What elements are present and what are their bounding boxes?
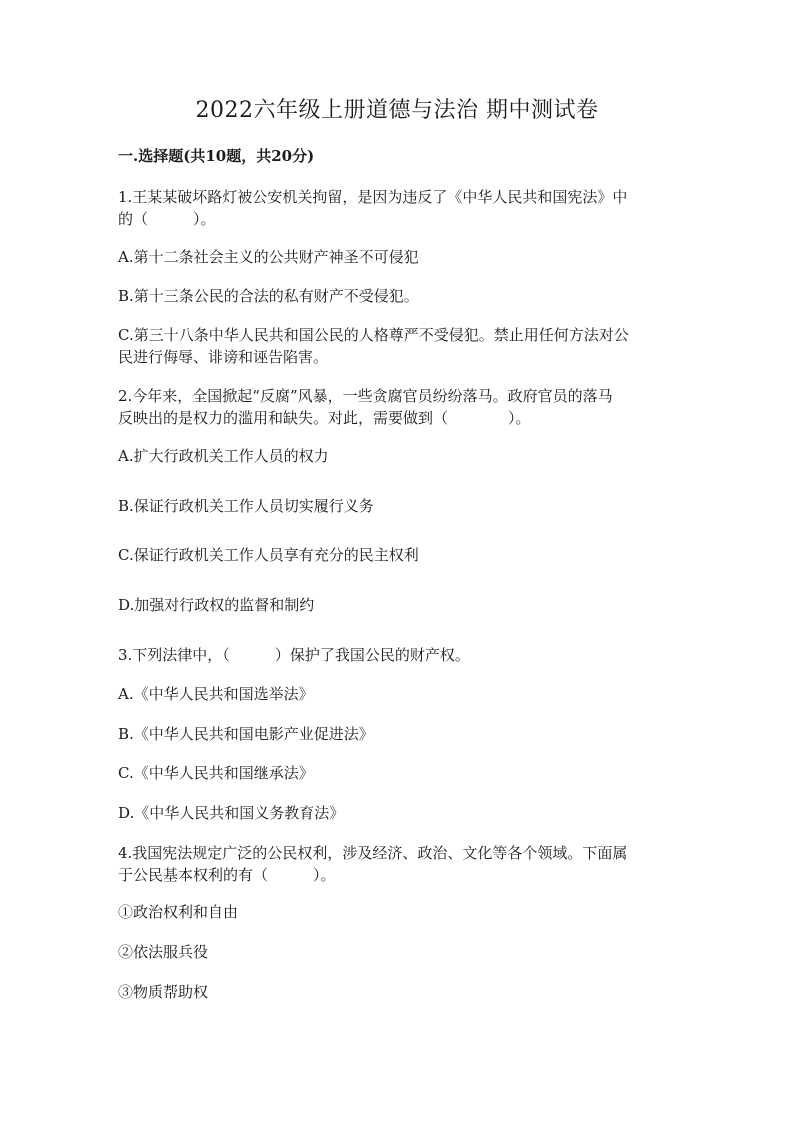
question-3-stem: 3.下列法律中，（ ）保护了我国公民的财产权。 xyxy=(118,646,470,664)
question-1-stem-line-2: 的（ ）。 xyxy=(118,210,216,228)
question-4-stem-line-1: 4.我国宪法规定广泛的公民权利，涉及经济、政治、文化等各个领域。下面属 xyxy=(118,844,628,862)
question-1-option-c-line-2: 民进行侮辱、诽谤和诬告陷害。 xyxy=(118,348,329,366)
question-3-option-a: A.《中华人民共和国选举法》 xyxy=(118,685,314,703)
question-4-item-1: ①政治权利和自由 xyxy=(118,903,239,921)
question-2-option-b: B.保证行政机关工作人员切实履行义务 xyxy=(118,497,374,515)
question-4-item-2: ②依法服兵役 xyxy=(118,943,209,961)
question-3-option-d: D.《中华人民共和国义务教育法》 xyxy=(118,804,345,822)
question-1-stem-line-1: 1.王某某破坏路灯被公安机关拘留，是因为违反了《中华人民共和国宪法》中 xyxy=(118,188,628,206)
question-2-stem-line-1: 2.今年来，全国掀起“反腐”风暴，一些贪腐官员纷纷落马。政府官员的落马 xyxy=(118,387,613,405)
question-3-option-c: C.《中华人民共和国继承法》 xyxy=(118,764,314,782)
page-title: 2022六年级上册道德与法治 期中测试卷 xyxy=(195,98,599,123)
question-2-stem-line-2: 反映出的是权力的滥用和缺失。对此，需要做到（ ）。 xyxy=(118,409,531,427)
question-4-item-3: ③物质帮助权 xyxy=(118,983,209,1001)
question-2-option-d: D.加强对行政权的监督和制约 xyxy=(118,596,315,614)
section-heading: 一.选择题(共10题，共20分) xyxy=(118,147,315,165)
question-1-option-a: A.第十二条社会主义的公共财产神圣不可侵犯 xyxy=(118,248,419,266)
question-3-option-b: B.《中华人民共和国电影产业促进法》 xyxy=(118,725,374,743)
question-2-option-a: A.扩大行政机关工作人员的权力 xyxy=(118,447,329,465)
question-1-option-b: B.第十三条公民的合法的私有财产不受侵犯。 xyxy=(118,287,419,305)
question-1-option-c-line-1: C.第三十八条中华人民共和国公民的人格尊严不受侵犯。禁止用任何方法对公 xyxy=(118,326,629,344)
question-2-option-c: C.保证行政机关工作人员享有充分的民主权利 xyxy=(118,546,419,564)
question-4-stem-line-2: 于公民基本权利的有（ ）。 xyxy=(118,866,336,884)
